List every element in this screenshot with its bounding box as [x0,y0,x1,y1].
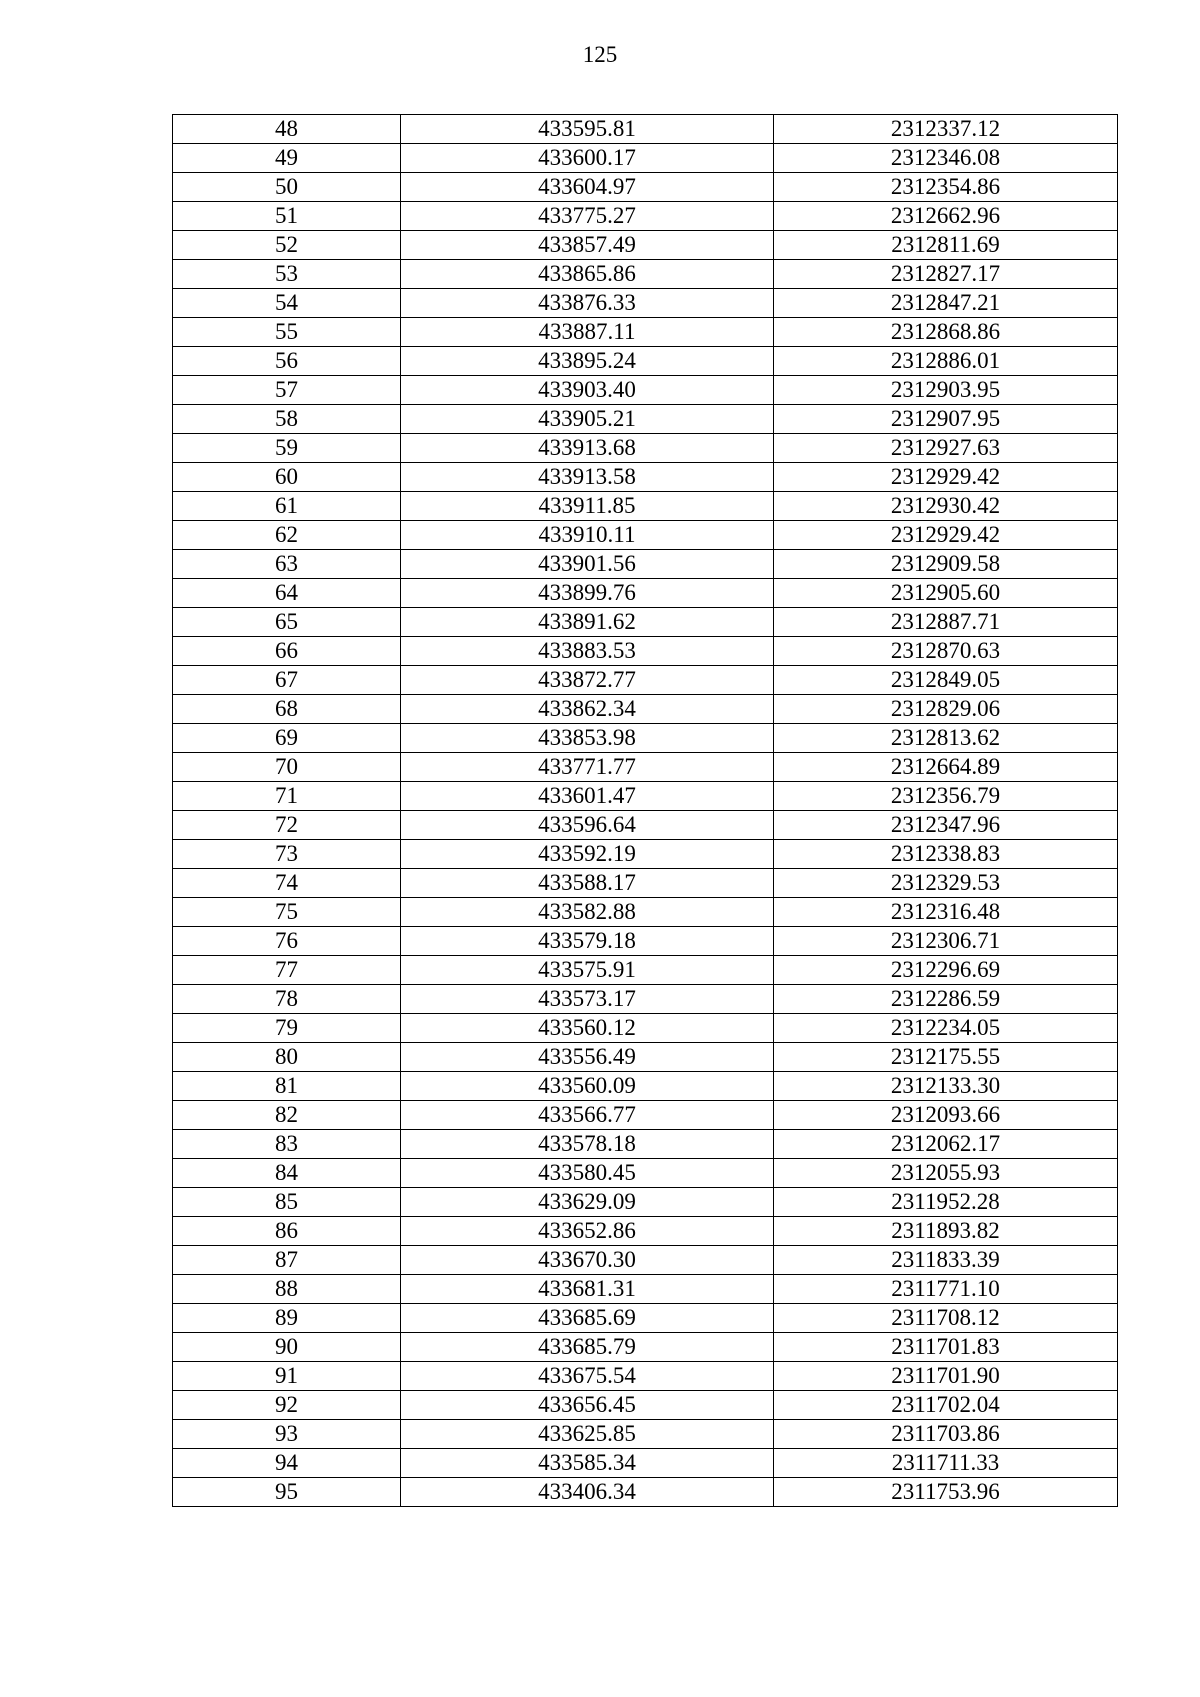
x-coordinate-cell: 433580.45 [401,1159,774,1188]
x-coordinate-cell: 433899.76 [401,579,774,608]
x-coordinate-cell: 433901.56 [401,550,774,579]
table-row [173,1159,1118,1188]
point-number-cell: 89 [173,1304,401,1333]
x-coordinate-cell: 433872.77 [401,666,774,695]
y-coordinate-cell: 2312868.86 [774,318,1118,347]
table-row [173,927,1118,956]
y-coordinate-cell: 2312286.59 [774,985,1118,1014]
point-number-cell: 51 [173,202,401,231]
point-number-cell: 75 [173,898,401,927]
point-number-cell: 91 [173,1362,401,1391]
table-row [173,1391,1118,1420]
table-row [173,289,1118,318]
x-coordinate-cell: 433883.53 [401,637,774,666]
y-coordinate-cell: 2312827.17 [774,260,1118,289]
y-coordinate-cell: 2312347.96 [774,811,1118,840]
point-number-cell: 49 [173,144,401,173]
x-coordinate-cell: 433578.18 [401,1130,774,1159]
x-coordinate-cell: 433685.79 [401,1333,774,1362]
y-coordinate-cell: 2311753.96 [774,1478,1118,1507]
table-row [173,434,1118,463]
x-coordinate-cell: 433604.97 [401,173,774,202]
point-number-cell: 64 [173,579,401,608]
y-coordinate-cell: 2312296.69 [774,956,1118,985]
point-number-cell: 74 [173,869,401,898]
x-coordinate-cell: 433903.40 [401,376,774,405]
x-coordinate-cell: 433913.68 [401,434,774,463]
x-coordinate-cell: 433652.86 [401,1217,774,1246]
point-number-cell: 90 [173,1333,401,1362]
point-number-cell: 73 [173,840,401,869]
x-coordinate-cell: 433595.81 [401,115,774,144]
table-row [173,231,1118,260]
y-coordinate-cell: 2312316.48 [774,898,1118,927]
table-row [173,724,1118,753]
table-row [173,521,1118,550]
y-coordinate-cell: 2312829.06 [774,695,1118,724]
table-row [173,202,1118,231]
y-coordinate-cell: 2312338.83 [774,840,1118,869]
y-coordinate-cell: 2312905.60 [774,579,1118,608]
table-row [173,1014,1118,1043]
table-row [173,898,1118,927]
y-coordinate-cell: 2311833.39 [774,1246,1118,1275]
point-number-cell: 77 [173,956,401,985]
y-coordinate-cell: 2312346.08 [774,144,1118,173]
x-coordinate-cell: 433556.49 [401,1043,774,1072]
point-number-cell: 95 [173,1478,401,1507]
point-number-cell: 56 [173,347,401,376]
table-row [173,1362,1118,1391]
table-row [173,173,1118,202]
table-row [173,347,1118,376]
table-row [173,637,1118,666]
table-row [173,985,1118,1014]
y-coordinate-cell: 2312055.93 [774,1159,1118,1188]
table-row [173,1043,1118,1072]
x-coordinate-cell: 433675.54 [401,1362,774,1391]
y-coordinate-cell: 2312329.53 [774,869,1118,898]
x-coordinate-cell: 433865.86 [401,260,774,289]
point-number-cell: 85 [173,1188,401,1217]
y-coordinate-cell: 2312062.17 [774,1130,1118,1159]
y-coordinate-cell: 2312929.42 [774,521,1118,550]
x-coordinate-cell: 433579.18 [401,927,774,956]
x-coordinate-cell: 433685.69 [401,1304,774,1333]
point-number-cell: 86 [173,1217,401,1246]
y-coordinate-cell: 2312306.71 [774,927,1118,956]
point-number-cell: 55 [173,318,401,347]
y-coordinate-cell: 2312811.69 [774,231,1118,260]
table-row [173,144,1118,173]
table-row [173,550,1118,579]
y-coordinate-cell: 2312849.05 [774,666,1118,695]
x-coordinate-cell: 433670.30 [401,1246,774,1275]
table-row [173,782,1118,811]
point-number-cell: 53 [173,260,401,289]
table-row [173,1072,1118,1101]
point-number-cell: 92 [173,1391,401,1420]
point-number-cell: 58 [173,405,401,434]
y-coordinate-cell: 2311771.10 [774,1275,1118,1304]
y-coordinate-cell: 2312930.42 [774,492,1118,521]
point-number-cell: 93 [173,1420,401,1449]
y-coordinate-cell: 2312133.30 [774,1072,1118,1101]
table-row [173,1217,1118,1246]
x-coordinate-cell: 433573.17 [401,985,774,1014]
x-coordinate-cell: 433656.45 [401,1391,774,1420]
y-coordinate-cell: 2311701.90 [774,1362,1118,1391]
y-coordinate-cell: 2312927.63 [774,434,1118,463]
y-coordinate-cell: 2312870.63 [774,637,1118,666]
x-coordinate-cell: 433913.58 [401,463,774,492]
point-number-cell: 82 [173,1101,401,1130]
x-coordinate-cell: 433596.64 [401,811,774,840]
point-number-cell: 52 [173,231,401,260]
x-coordinate-cell: 433771.77 [401,753,774,782]
y-coordinate-cell: 2312929.42 [774,463,1118,492]
point-number-cell: 48 [173,115,401,144]
point-number-cell: 81 [173,1072,401,1101]
point-number-cell: 67 [173,666,401,695]
y-coordinate-cell: 2311893.82 [774,1217,1118,1246]
table-row [173,492,1118,521]
table-row [173,1275,1118,1304]
table-row [173,840,1118,869]
x-coordinate-cell: 433891.62 [401,608,774,637]
y-coordinate-cell: 2312356.79 [774,782,1118,811]
x-coordinate-cell: 433588.17 [401,869,774,898]
point-number-cell: 60 [173,463,401,492]
table-row [173,753,1118,782]
table-row [173,666,1118,695]
y-coordinate-cell: 2312907.95 [774,405,1118,434]
x-coordinate-cell: 433582.88 [401,898,774,927]
point-number-cell: 50 [173,173,401,202]
page-number: 125 [582,42,618,67]
x-coordinate-cell: 433600.17 [401,144,774,173]
point-number-cell: 61 [173,492,401,521]
table-row [173,1333,1118,1362]
y-coordinate-cell: 2311711.33 [774,1449,1118,1478]
y-coordinate-cell: 2311703.86 [774,1420,1118,1449]
x-coordinate-cell: 433911.85 [401,492,774,521]
x-coordinate-cell: 433775.27 [401,202,774,231]
y-coordinate-cell: 2312175.55 [774,1043,1118,1072]
y-coordinate-cell: 2312662.96 [774,202,1118,231]
table-row [173,1246,1118,1275]
point-number-cell: 65 [173,608,401,637]
y-coordinate-cell: 2312337.12 [774,115,1118,144]
point-number-cell: 88 [173,1275,401,1304]
table-row [173,405,1118,434]
table-row [173,1304,1118,1333]
x-coordinate-cell: 433560.12 [401,1014,774,1043]
x-coordinate-cell: 433625.85 [401,1420,774,1449]
x-coordinate-cell: 433575.91 [401,956,774,985]
table-row [173,376,1118,405]
y-coordinate-cell: 2311708.12 [774,1304,1118,1333]
point-number-cell: 69 [173,724,401,753]
x-coordinate-cell: 433585.34 [401,1449,774,1478]
table-row [173,1101,1118,1130]
y-coordinate-cell: 2312813.62 [774,724,1118,753]
x-coordinate-cell: 433592.19 [401,840,774,869]
y-coordinate-cell: 2312909.58 [774,550,1118,579]
y-coordinate-cell: 2312234.05 [774,1014,1118,1043]
table-row [173,579,1118,608]
point-number-cell: 79 [173,1014,401,1043]
x-coordinate-cell: 433853.98 [401,724,774,753]
point-number-cell: 66 [173,637,401,666]
table-row [173,956,1118,985]
y-coordinate-cell: 2311701.83 [774,1333,1118,1362]
table-row [173,115,1118,144]
point-number-cell: 78 [173,985,401,1014]
x-coordinate-cell: 433566.77 [401,1101,774,1130]
point-number-cell: 62 [173,521,401,550]
point-number-cell: 59 [173,434,401,463]
x-coordinate-cell: 433876.33 [401,289,774,318]
y-coordinate-cell: 2312903.95 [774,376,1118,405]
point-number-cell: 63 [173,550,401,579]
y-coordinate-cell: 2312354.86 [774,173,1118,202]
table-row [173,1449,1118,1478]
x-coordinate-cell: 433910.11 [401,521,774,550]
x-coordinate-cell: 433601.47 [401,782,774,811]
point-number-cell: 87 [173,1246,401,1275]
point-number-cell: 76 [173,927,401,956]
y-coordinate-cell: 2311952.28 [774,1188,1118,1217]
y-coordinate-cell: 2311702.04 [774,1391,1118,1420]
point-number-cell: 54 [173,289,401,318]
x-coordinate-cell: 433857.49 [401,231,774,260]
point-number-cell: 94 [173,1449,401,1478]
table-row [173,1478,1118,1507]
coordinate-table-body [173,115,1118,1507]
table-row [173,1420,1118,1449]
point-number-cell: 68 [173,695,401,724]
y-coordinate-cell: 2312886.01 [774,347,1118,376]
x-coordinate-cell: 433681.31 [401,1275,774,1304]
point-number-cell: 72 [173,811,401,840]
point-number-cell: 71 [173,782,401,811]
x-coordinate-cell: 433905.21 [401,405,774,434]
point-number-cell: 80 [173,1043,401,1072]
x-coordinate-cell: 433887.11 [401,318,774,347]
table-row [173,318,1118,347]
x-coordinate-cell: 433560.09 [401,1072,774,1101]
table-row [173,608,1118,637]
y-coordinate-cell: 2312093.66 [774,1101,1118,1130]
y-coordinate-cell: 2312847.21 [774,289,1118,318]
x-coordinate-cell: 433406.34 [401,1478,774,1507]
table-row [173,869,1118,898]
table-row [173,260,1118,289]
table-row [173,1188,1118,1217]
x-coordinate-cell: 433629.09 [401,1188,774,1217]
table-row [173,463,1118,492]
point-number-cell: 83 [173,1130,401,1159]
table-row [173,1130,1118,1159]
y-coordinate-cell: 2312887.71 [774,608,1118,637]
coordinate-table [172,114,1118,1507]
point-number-cell: 70 [173,753,401,782]
table-row [173,811,1118,840]
table-row [173,695,1118,724]
x-coordinate-cell: 433862.34 [401,695,774,724]
x-coordinate-cell: 433895.24 [401,347,774,376]
point-number-cell: 57 [173,376,401,405]
point-number-cell: 84 [173,1159,401,1188]
y-coordinate-cell: 2312664.89 [774,753,1118,782]
